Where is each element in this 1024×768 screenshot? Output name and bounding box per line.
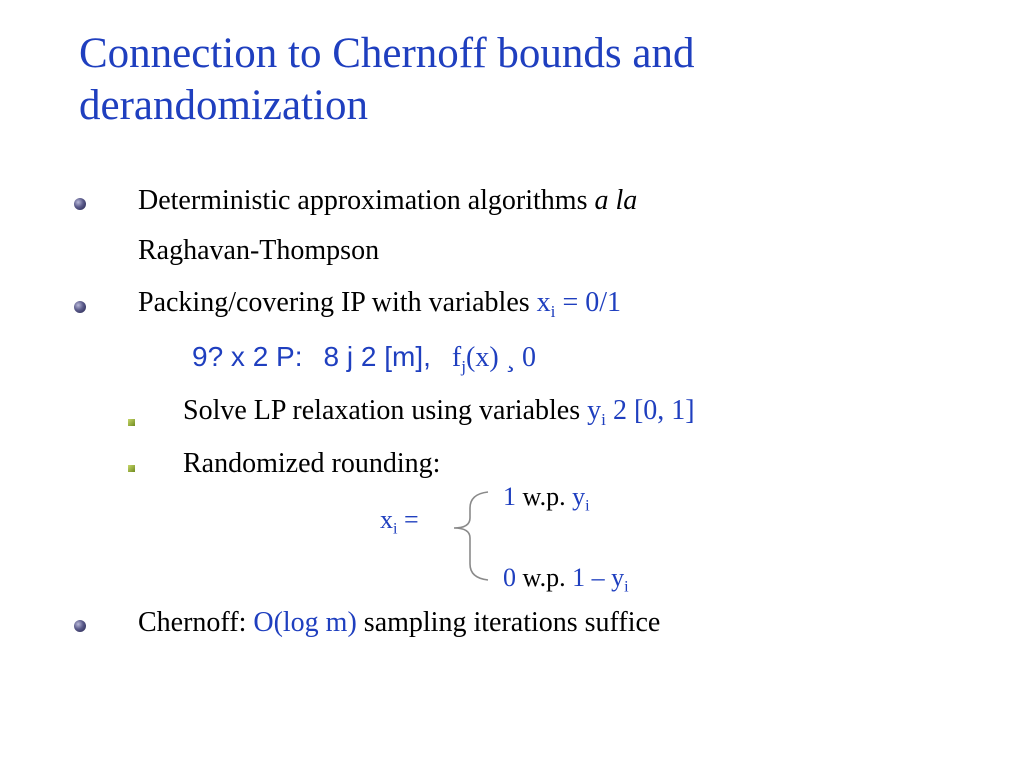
bullet-packing-covering bbox=[138, 286, 621, 320]
rounding-lhs: $x_i$ = bbox=[380, 505, 419, 538]
bullet-marker bbox=[74, 198, 86, 210]
bullet-deterministic bbox=[138, 184, 637, 218]
slide-title: Connection to Chernoff bounds and derandomization bbox=[79, 30, 695, 129]
bullet-deterministic-continuation bbox=[138, 234, 379, 268]
curly-brace-icon bbox=[448, 488, 492, 584]
formula-exists: 9? x 2 P: bbox=[192, 341, 303, 372]
bullet-text: Raghavan-Thompson bbox=[138, 235, 380, 266]
subbullet-lp-relaxation bbox=[183, 394, 695, 428]
math-var: $x_i = 0/1$ bbox=[536, 287, 622, 322]
feasibility-formula bbox=[192, 340, 536, 375]
bullet-text: Packing/covering IP with variables bbox=[138, 287, 537, 318]
bullet-text: Randomized rounding: bbox=[183, 448, 441, 479]
formula-forall: 8 j 2 [m], bbox=[323, 341, 431, 372]
subbullet-marker bbox=[128, 419, 135, 426]
bullet-text: Deterministic approximation algorithms bbox=[138, 185, 595, 216]
bullet-italic: a la bbox=[594, 185, 638, 216]
math-var: $y_i$ 2 [0, 1] bbox=[587, 395, 695, 430]
formula-constraint: $f_j(x)$ ¸ 0 bbox=[451, 342, 537, 377]
bullet-marker bbox=[74, 301, 86, 313]
subbullet-randomized-rounding bbox=[183, 447, 440, 481]
bullet-text-tail: sampling iterations suffice bbox=[356, 607, 661, 638]
subbullet-marker bbox=[128, 465, 135, 472]
bullet-marker bbox=[74, 620, 86, 632]
rounding-case-0: 0 w.p. $1 - y_i$ bbox=[503, 563, 629, 596]
math-complexity: O(log m) bbox=[253, 607, 357, 638]
bullet-text: Solve LP relaxation using variables bbox=[183, 395, 588, 426]
bullet-text: Chernoff: bbox=[138, 607, 254, 638]
rounding-case-1: 1 w.p. $y_i$ bbox=[503, 482, 590, 515]
bullet-chernoff bbox=[138, 606, 660, 640]
